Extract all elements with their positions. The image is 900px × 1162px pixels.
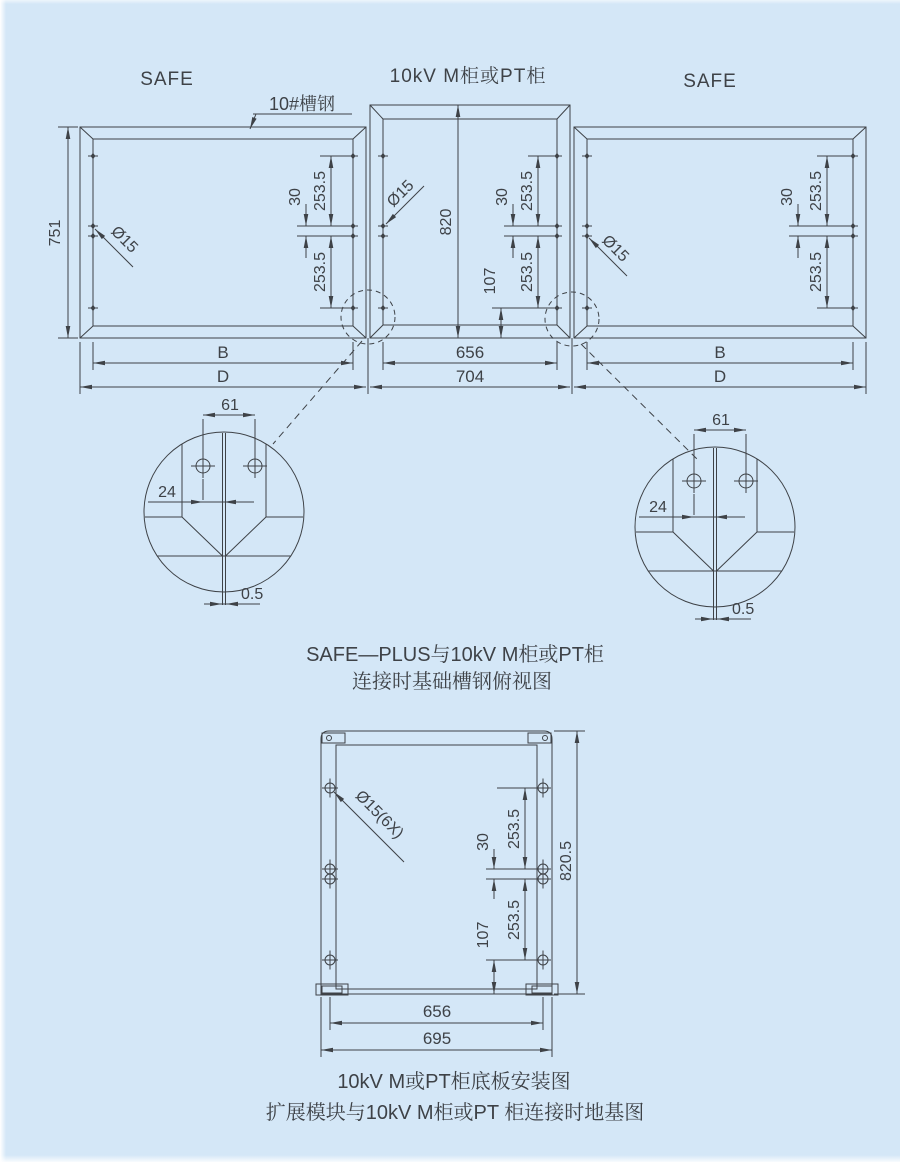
dim-2535-text: 253.5	[312, 251, 329, 293]
page-edge-top	[0, 0, 900, 4]
dim-107-text: 107	[482, 267, 499, 295]
dim-30-text: 30	[475, 833, 492, 851]
dim-656-text: 656	[422, 1002, 452, 1021]
title-middle-cabinet: 10kV M柜或PT柜	[389, 66, 547, 87]
dim-2535-text: 253.5	[506, 808, 523, 850]
channel-steel-note	[250, 94, 352, 129]
dim-05-text: 0.5	[732, 601, 755, 618]
dim-61-text: 61	[712, 412, 730, 429]
dims-right-frame	[779, 156, 849, 308]
dim-695-text: 695	[422, 1029, 452, 1048]
dim-30-text: 30	[287, 188, 304, 206]
dim-2535-text: 253.5	[519, 251, 536, 293]
hole-dia-text: Ø15(6X)	[351, 787, 407, 843]
top-view	[47, 65, 866, 461]
dim-820	[438, 105, 458, 338]
detail-view-right	[635, 412, 795, 620]
dim-704-text: 704	[455, 367, 485, 386]
dim-820-text: 820	[438, 208, 455, 236]
dim-751-text: 751	[47, 219, 64, 247]
dim-2535-text: 253.5	[312, 170, 329, 212]
caption-bottom-line2: 扩展模块与10kV M柜或PT 柜连接时地基图	[265, 1102, 645, 1124]
dims-left-frame	[287, 156, 350, 308]
hole-dia-text: Ø15	[107, 223, 141, 257]
hole-dia-text: Ø15	[598, 232, 632, 266]
dims-middle-frame	[482, 156, 561, 338]
caption-bottom-line1: 10kV M或PT柜底板安装图	[337, 1071, 571, 1093]
dim-2535-text: 253.5	[808, 170, 825, 212]
dim-2535-text: 253.5	[506, 899, 523, 941]
dim-2535-text: 253.5	[808, 251, 825, 293]
frame-right	[574, 127, 866, 338]
title-safe-left: SAFE	[140, 69, 194, 90]
dims-baseplate-width	[321, 997, 552, 1057]
hole-dia-callout-middle	[384, 177, 424, 224]
dims-baseplate-vertical	[475, 731, 585, 994]
channel-steel-label: 10#槽钢	[268, 94, 336, 114]
dim-d-text: D	[713, 367, 727, 386]
dim-24-text: 24	[649, 499, 667, 516]
hole-dia-text: Ø15	[384, 177, 418, 211]
dim-8205-text: 820.5	[558, 840, 575, 882]
dim-b-text: B	[714, 343, 726, 362]
hole-dia-callout-bottom	[334, 787, 407, 862]
bolt-cross-markers	[88, 148, 858, 316]
dim-b-text: B	[217, 343, 229, 362]
title-safe-right: SAFE	[683, 71, 737, 92]
dim-2535-text: 253.5	[519, 170, 536, 212]
dim-61-text: 61	[221, 397, 239, 414]
frame-middle	[370, 105, 570, 338]
detail-view-left	[144, 397, 304, 605]
dim-30-text: 30	[779, 188, 796, 206]
dim-751	[47, 127, 78, 338]
page-edge-left	[0, 0, 6, 1162]
joint-detail-references	[273, 290, 699, 461]
baseplate-outline	[316, 731, 558, 995]
dim-05-text: 0.5	[241, 586, 264, 603]
dim-30-text: 30	[494, 188, 511, 206]
dim-24-text: 24	[158, 484, 176, 501]
caption-top-line2: 连接时基础槽钢俯视图	[352, 671, 552, 693]
bottom-view	[266, 731, 645, 1124]
dim-107-text: 107	[475, 921, 492, 949]
caption-top-line1: SAFE—PLUS与10kV M柜或PT柜	[306, 644, 604, 666]
dim-656-text: 656	[455, 343, 485, 362]
hole-dia-callout-right	[589, 232, 632, 276]
page-edge-bottom	[0, 1155, 900, 1162]
dim-d-text: D	[216, 367, 230, 386]
hole-dia-callout-left	[95, 223, 141, 267]
dims-width	[80, 338, 866, 394]
